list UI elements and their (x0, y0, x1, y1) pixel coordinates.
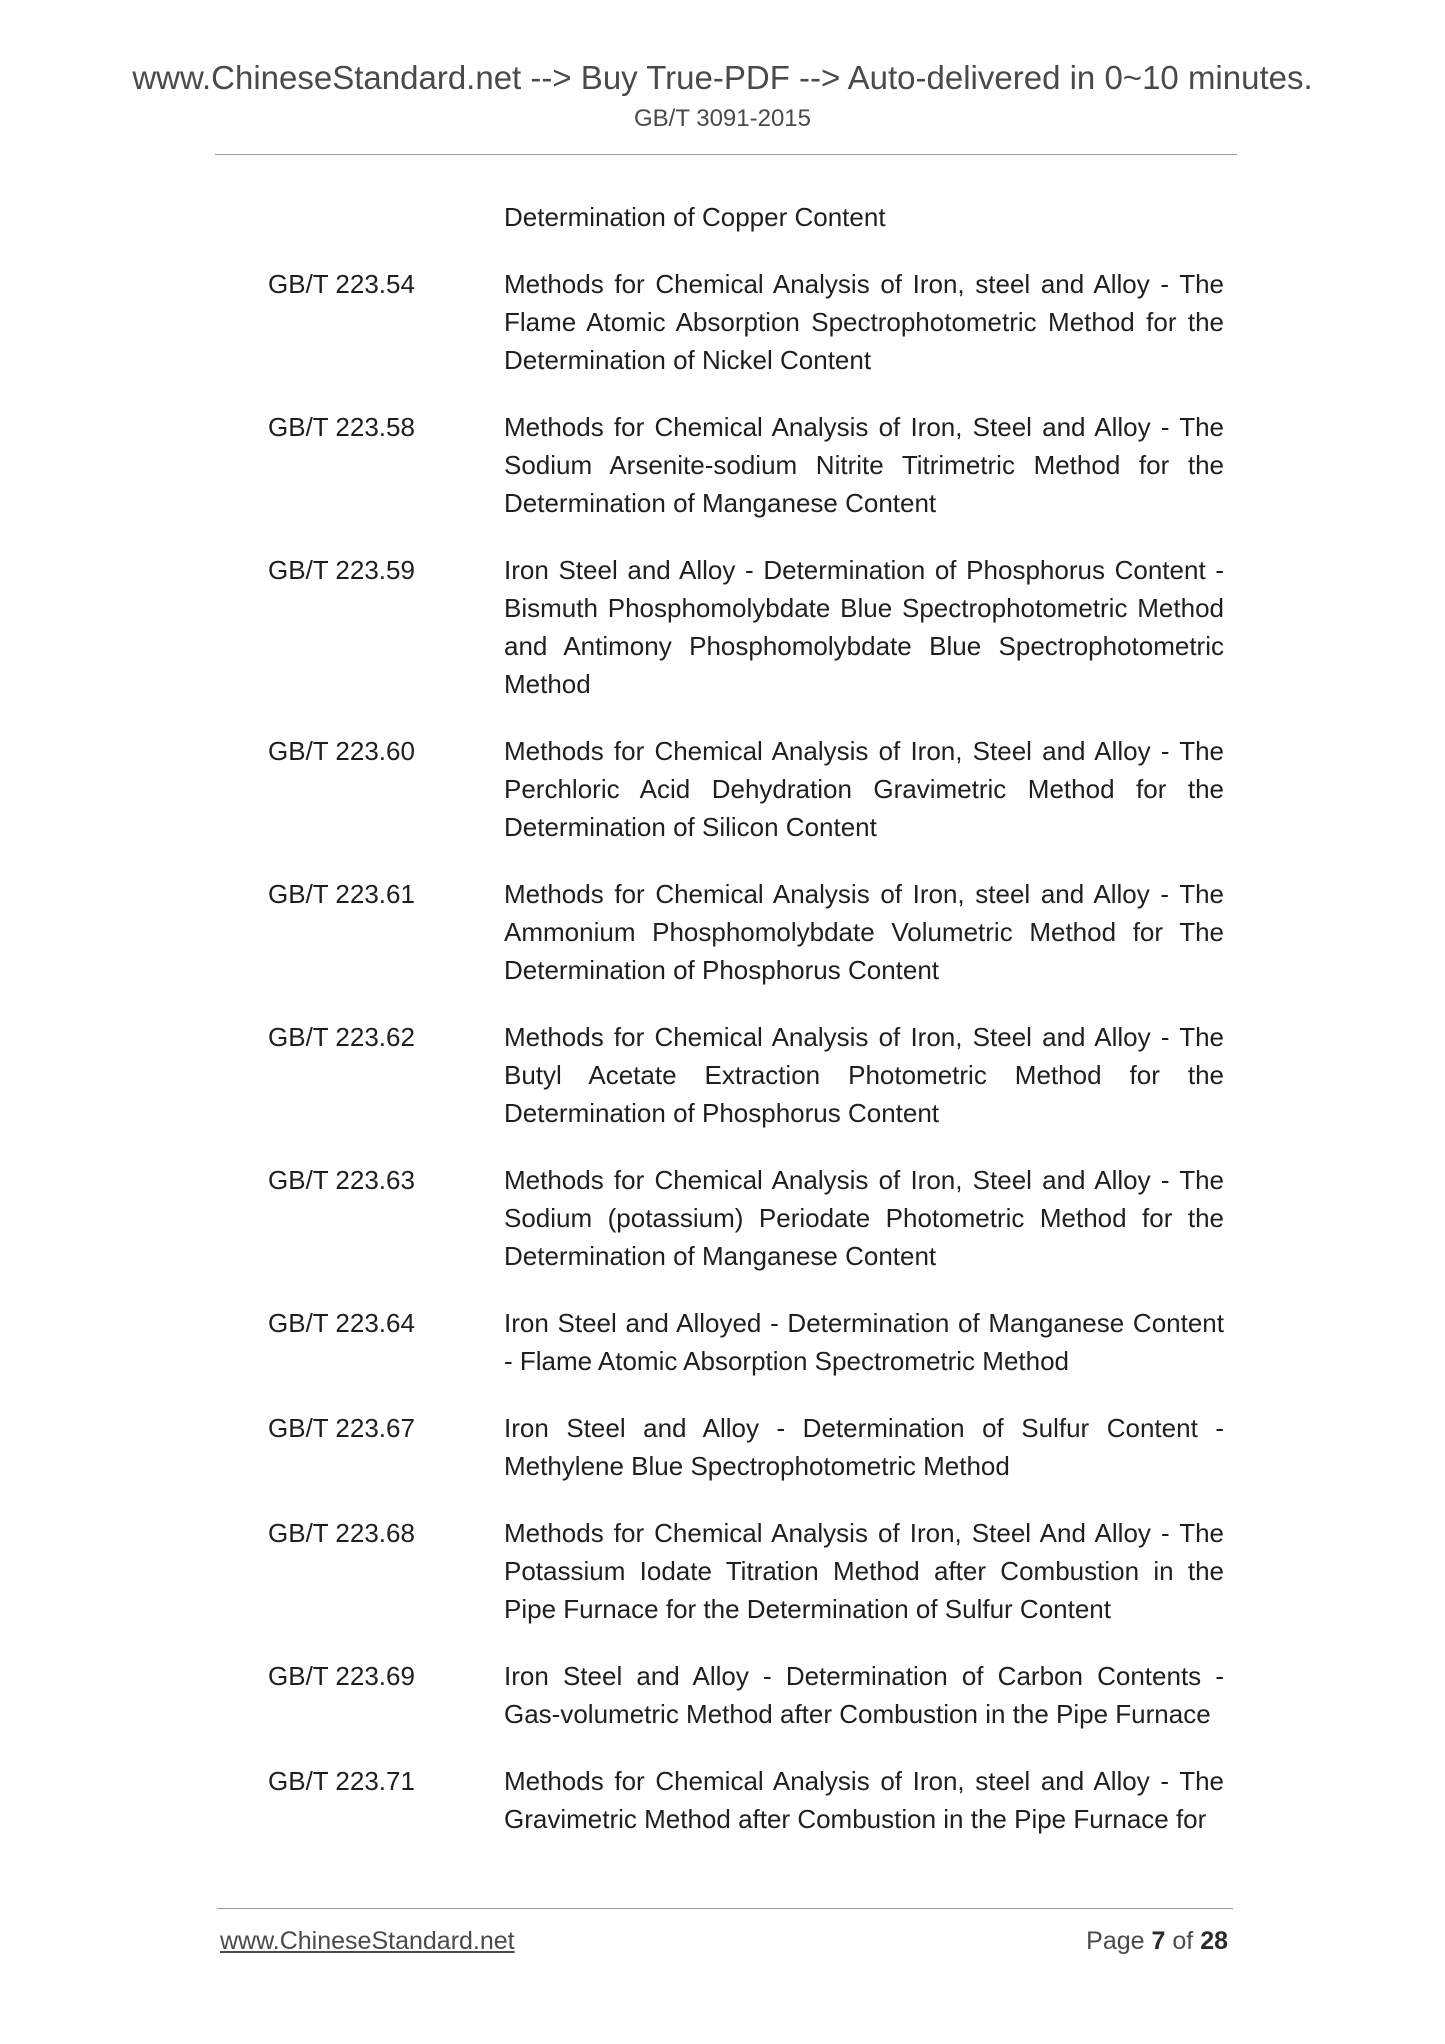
reference-entry (268, 732, 1228, 846)
page-current: 7 (1151, 1927, 1166, 1955)
reference-entry (268, 551, 1228, 703)
reference-entry (268, 265, 1228, 379)
reference-title: Methods for Chemical Analysis of Iron, steel and Alloy - The Ammonium Phosphomolybdate Volumetric Method for The Determination of Phosphorus Content (504, 879, 1224, 985)
reference-title: Iron Steel and Alloy - Determination of Carbon Contents - Gas-volumetric Method after Combustion in the Pipe Furnace (504, 1661, 1224, 1729)
reference-code: GB/T 223.59 (268, 555, 415, 585)
reference-entry (268, 1514, 1228, 1628)
reference-title: Methods for Chemical Analysis of Iron, Steel and Alloy - The Butyl Acetate Extraction Photometric Method for the Determination of Phosphorus Content (504, 1022, 1224, 1128)
reference-code: GB/T 223.63 (268, 1165, 415, 1195)
page-prefix: Page (1086, 1927, 1145, 1955)
footer-site-link[interactable]: www.ChineseStandard.net (220, 1927, 515, 1955)
reference-code: GB/T 223.68 (268, 1518, 415, 1548)
page-total: 28 (1200, 1927, 1228, 1955)
page-separator: of (1172, 1927, 1194, 1955)
reference-entry (268, 408, 1228, 522)
footer-divider (217, 1908, 1233, 1909)
page-indicator (1086, 1925, 1228, 1957)
reference-entry (268, 1161, 1228, 1275)
header-divider (215, 154, 1237, 155)
reference-code: GB/T 223.60 (268, 736, 415, 766)
reference-code (268, 198, 504, 236)
reference-code: GB/T 223.61 (268, 879, 415, 909)
reference-title: Determination of Copper Content (504, 202, 886, 232)
reference-title: Iron Steel and Alloy - Determination of Sulfur Content - Methylene Blue Spectrophotometric Method (504, 1413, 1224, 1481)
reference-entry (268, 198, 1228, 236)
document-code: GB/T 3091-2015 (633, 105, 811, 132)
reference-code: GB/T 223.54 (268, 269, 415, 299)
site-banner: www.ChineseStandard.net --> Buy True-PDF --> Auto-delivered in 0~10 minutes. (132, 59, 1313, 96)
reference-entry (268, 875, 1228, 989)
reference-entry (268, 1304, 1228, 1380)
reference-title: Methods for Chemical Analysis of Iron, steel and Alloy - The Flame Atomic Absorption Spectrophotometric Method for the Determination of Nickel Content (504, 269, 1224, 375)
reference-entry (268, 1762, 1228, 1838)
reference-title: Iron Steel and Alloyed - Determination of Manganese Content - Flame Atomic Absorption Spectrometric Method (504, 1308, 1224, 1376)
reference-code: GB/T 223.58 (268, 412, 415, 442)
reference-code: GB/T 223.69 (268, 1661, 415, 1691)
reference-entry (268, 1409, 1228, 1485)
reference-code: GB/T 223.71 (268, 1766, 415, 1796)
reference-title: Methods for Chemical Analysis of Iron, Steel and Alloy - The Perchloric Acid Dehydration Gravimetric Method for the Determination of Silicon Content (504, 736, 1224, 842)
reference-code: GB/T 223.62 (268, 1022, 415, 1052)
reference-title: Methods for Chemical Analysis of Iron, Steel and Alloy - The Sodium (potassium) Periodate Photometric Method for the Determination of Manganese Content (504, 1165, 1224, 1271)
reference-title: Methods for Chemical Analysis of Iron, Steel And Alloy - The Potassium Iodate Titration Method after Combustion in the Pipe Furnace for the Determination of Sulfur Content (504, 1518, 1224, 1624)
reference-code: GB/T 223.67 (268, 1413, 415, 1443)
reference-entry (268, 1018, 1228, 1132)
reference-title: Iron Steel and Alloy - Determination of Phosphorus Content - Bismuth Phosphomolybdate Blue Spectrophotometric Method and Antimony Phosphomolybdate Blue Spectrophotometric Method (504, 555, 1224, 699)
reference-list (268, 198, 1228, 1867)
reference-code: GB/T 223.64 (268, 1308, 415, 1338)
reference-title: Methods for Chemical Analysis of Iron, steel and Alloy - The Gravimetric Method after Combustion in the Pipe Furnace for (504, 1766, 1224, 1834)
reference-title: Methods for Chemical Analysis of Iron, Steel and Alloy - The Sodium Arsenite-sodium Nitrite Titrimetric Method for the Determination of Manganese Content (504, 412, 1224, 518)
reference-entry (268, 1657, 1228, 1733)
